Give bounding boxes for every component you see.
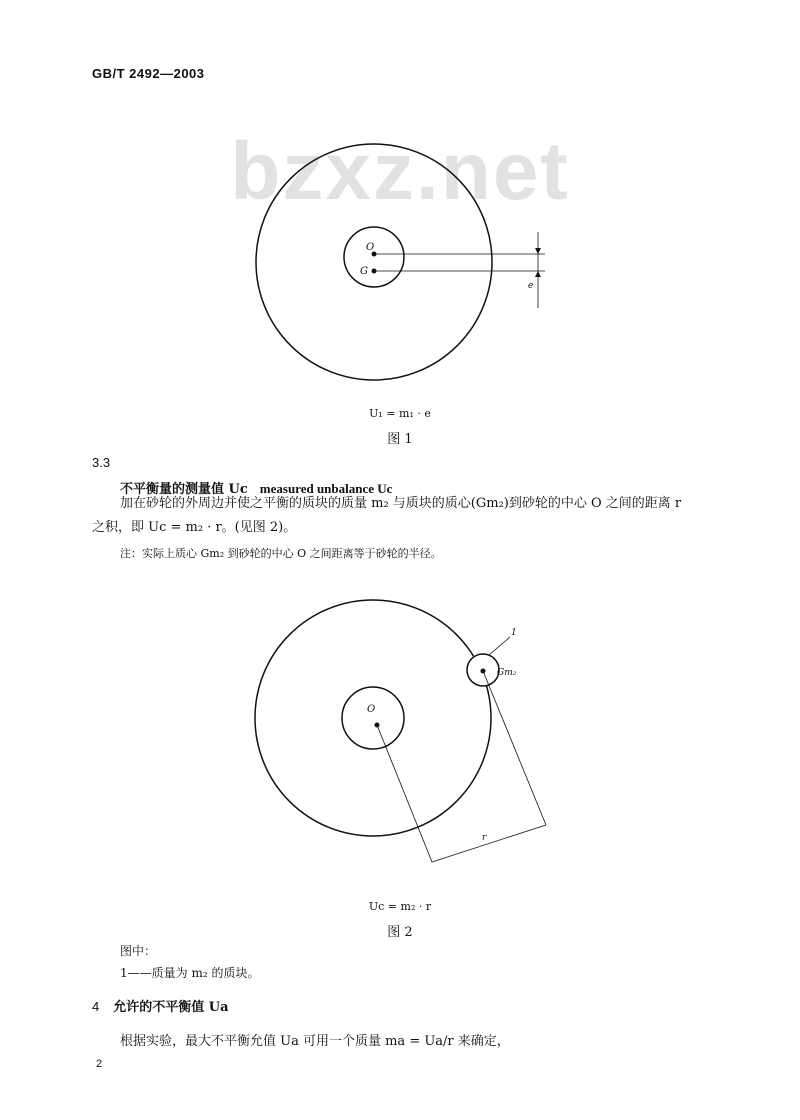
watermark: bzxz.net: [230, 126, 570, 217]
figure-2-formula: Uc = m₂ · r: [368, 900, 432, 913]
page-number: 2: [96, 1058, 103, 1070]
figure-2-diagram: [0, 575, 800, 905]
radius-line-o: [377, 725, 432, 862]
section-4-number: 4: [92, 999, 100, 1014]
label-e: e: [528, 281, 534, 291]
legend-title: 图中：: [120, 944, 157, 958]
section-3-3-number: 3.3: [92, 455, 111, 470]
wheel-hub-circle: [344, 227, 404, 287]
figure-1-formula: U₁ = m₁ · e: [369, 407, 431, 420]
label-o: O: [366, 242, 375, 253]
definition-line-1: 加在砂轮的外周边并使之平衡的质块的质量 m₂ 与质块的质心(Gm₂)到砂轮的中心 O 之间的距离 r: [120, 496, 682, 511]
section-4-title: 允许的不平衡值 Ua: [113, 1000, 229, 1015]
definition-note: 注：实际上质心 Gm₂ 到砂轮的中心 O 之间距离等于砂轮的半径。: [120, 547, 442, 560]
figure-1-caption: 图 1: [387, 432, 413, 447]
label-gm2: Gm₂: [497, 668, 517, 678]
leader-line-1: [489, 637, 510, 655]
label-g: G: [360, 266, 368, 277]
term-zh: 不平衡量的测量值 Uc: [120, 482, 248, 497]
label-r: r: [482, 833, 487, 843]
label-o: O: [367, 704, 376, 715]
radius-line-g: [483, 671, 546, 825]
legend-item-1: 1——质量为 m₂ 的质块。: [120, 966, 260, 980]
section-4-body: 根据实验，最大不平衡允值 Ua 可用一个质量 ma = Ua/r 来确定，: [120, 1034, 510, 1049]
definition-line-2: 之积，即 Uc = m₂ · r。(见图 2)。: [92, 520, 297, 535]
figure-1-diagram: [0, 0, 800, 400]
wheel-outer-circle: [256, 144, 492, 380]
section-4-heading: [92, 996, 229, 1015]
dimension-line-r: [432, 825, 546, 862]
dimension-arrow-top: [535, 248, 541, 254]
term-en: measured unbalance Uc: [259, 481, 393, 496]
figure-2-caption: 图 2: [387, 925, 413, 940]
label-1: 1: [511, 628, 517, 638]
standard-code: GB/T 2492—2003: [92, 66, 205, 81]
dimension-arrow-bottom: [535, 271, 541, 277]
wheel-outer-circle: [255, 600, 491, 836]
wheel-hub-circle: [342, 687, 404, 749]
